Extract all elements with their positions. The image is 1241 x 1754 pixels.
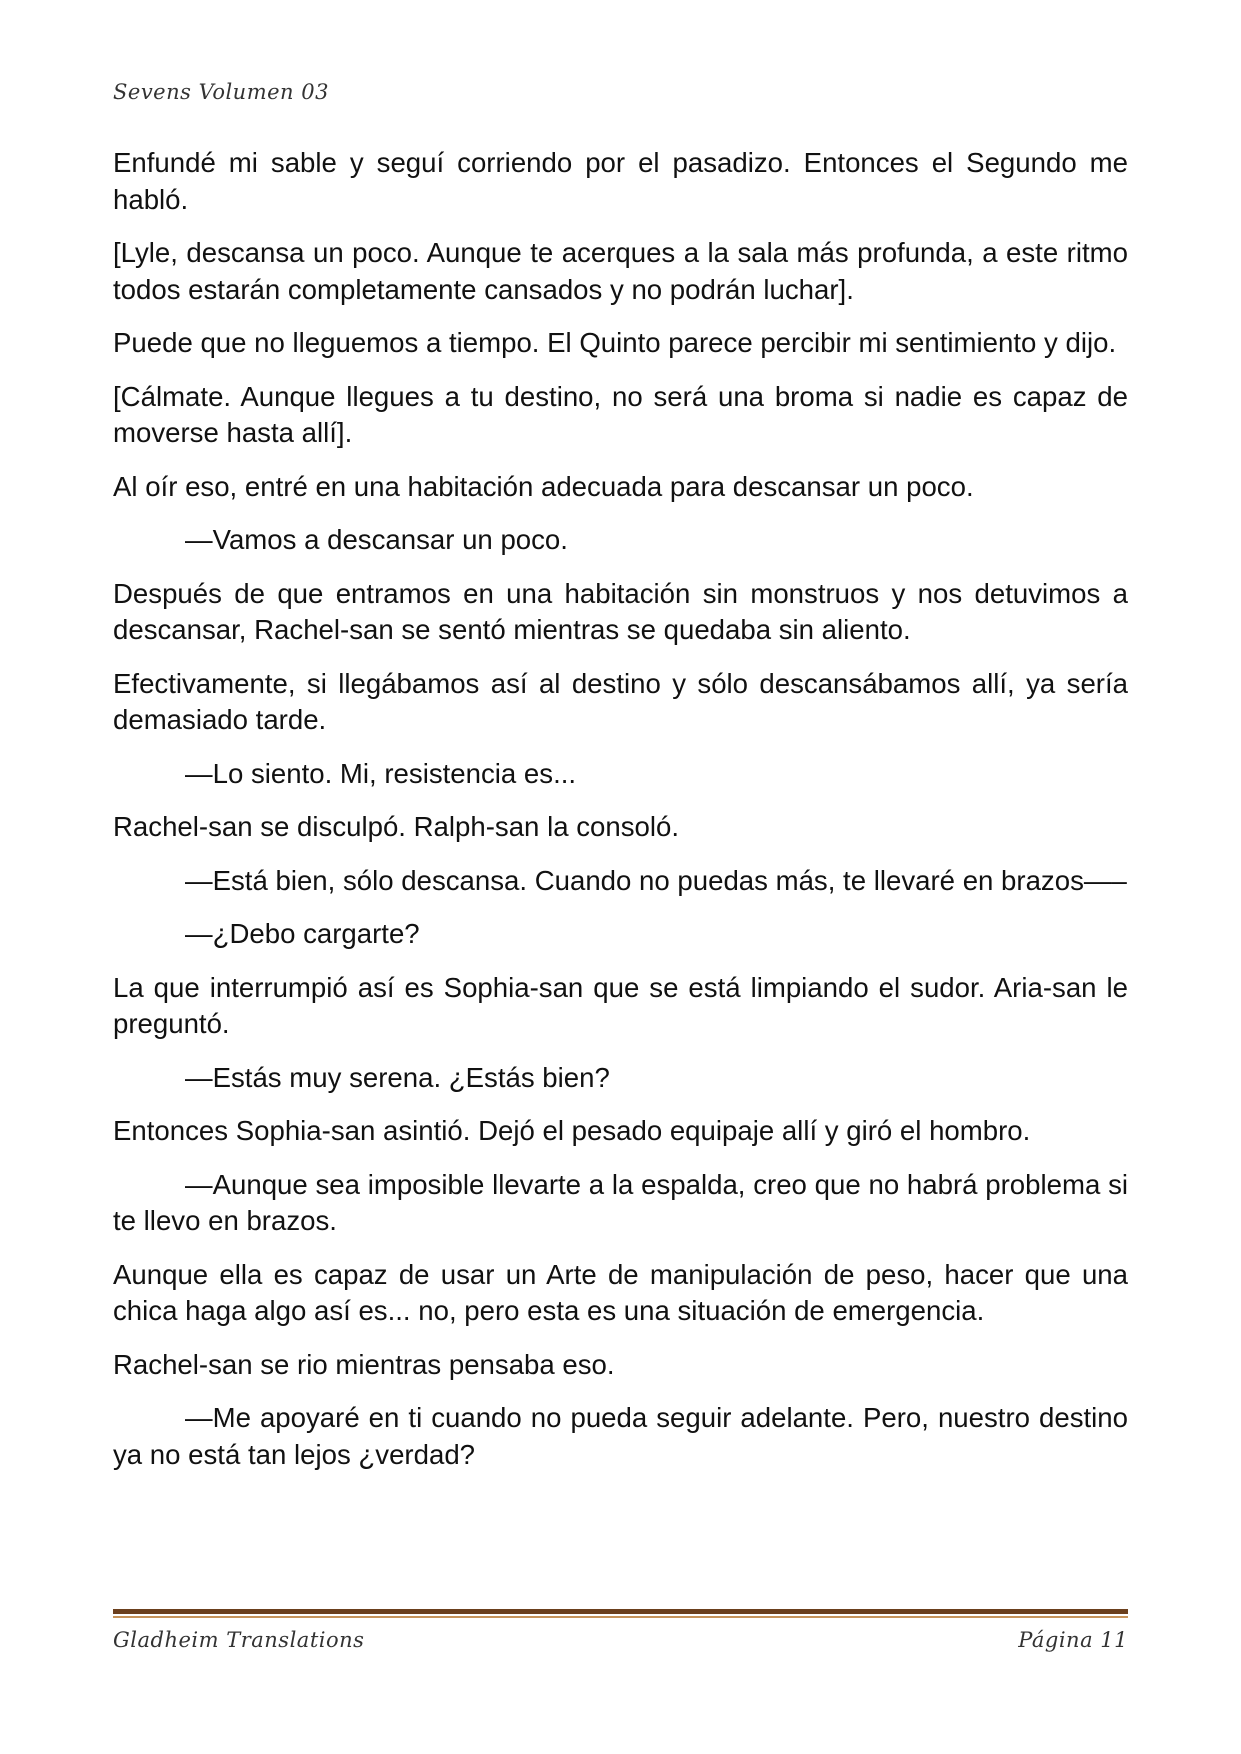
paragraph: [Cálmate. Aunque llegues a tu destino, no será una broma si nadie es capaz de moverse hasta allí]. bbox=[113, 380, 1128, 448]
footer-credit: Gladheim Translations bbox=[113, 1628, 365, 1652]
paragraph: Al oír eso, entré en una habitación adecuada para descansar un poco. bbox=[113, 470, 974, 502]
page-number: Página 11 bbox=[1018, 1628, 1128, 1652]
dialogue-paragraph: —¿Debo cargarte? bbox=[185, 918, 420, 949]
footer-divider bbox=[113, 1609, 1128, 1618]
dialogue-paragraph: —Aunque sea imposible llevarte a la espalda, creo que no habrá problema si te llevo en brazos. bbox=[113, 1168, 1128, 1236]
dialogue-paragraph: —Me apoyaré en ti cuando no pueda seguir adelante. Pero, nuestro destino ya no está tan lejos ¿verdad? bbox=[113, 1402, 1128, 1470]
paragraph: Entonces Sophia-san asintió. Dejó el pesado equipaje allí y giró el hombro. bbox=[113, 1115, 1031, 1146]
paragraph: [Lyle, descansa un poco. Aunque te acerques a la sala más profunda, a este ritmo todos estarán completamente cansados y no podrán luchar]. bbox=[113, 237, 1128, 305]
dialogue-paragraph: —Lo siento. Mi, resistencia es... bbox=[185, 757, 577, 789]
footer-divider-thick bbox=[113, 1609, 1128, 1614]
paragraph: Aunque ella es capaz de usar un Arte de manipulación de peso, hacer que una chica haga algo así es... no, pero esta es una situación de emergencia. bbox=[113, 1258, 1128, 1326]
dialogue-paragraph: —Vamos a descansar un poco. bbox=[185, 524, 568, 555]
paragraph: Después de que entramos en una habitación sin monstruos y nos detuvimos a descansar, Rachel-san se sentó mientras se quedaba sin aliento. bbox=[113, 577, 1128, 645]
paragraph: La que interrumpió así es Sophia-san que se está limpiando el sudor. Aria-san le preguntó. bbox=[113, 971, 1128, 1039]
footer-divider-thin bbox=[113, 1616, 1128, 1618]
dialogue-paragraph: —Estás muy serena. ¿Estás bien? bbox=[185, 1061, 610, 1093]
dialogue-paragraph: —Está bien, sólo descansa. Cuando no puedas más, te llevaré en brazos—– bbox=[185, 864, 1127, 896]
running-header: Sevens Volumen 03 bbox=[113, 80, 329, 104]
paragraph: Puede que no lleguemos a tiempo. El Quinto parece percibir mi sentimiento y dijo. bbox=[113, 327, 1117, 358]
body-text bbox=[113, 145, 1128, 1490]
paragraph: Rachel-san se disculpó. Ralph-san la consoló. bbox=[113, 811, 679, 842]
paragraph: Rachel-san se rio mientras pensaba eso. bbox=[113, 1348, 615, 1380]
paragraph: Enfundé mi sable y seguí corriendo por el pasadizo. Entonces el Segundo me habló. bbox=[113, 147, 1128, 215]
paragraph: Efectivamente, si llegábamos así al destino y sólo descansábamos allí, ya sería demasiado tarde. bbox=[113, 667, 1128, 735]
